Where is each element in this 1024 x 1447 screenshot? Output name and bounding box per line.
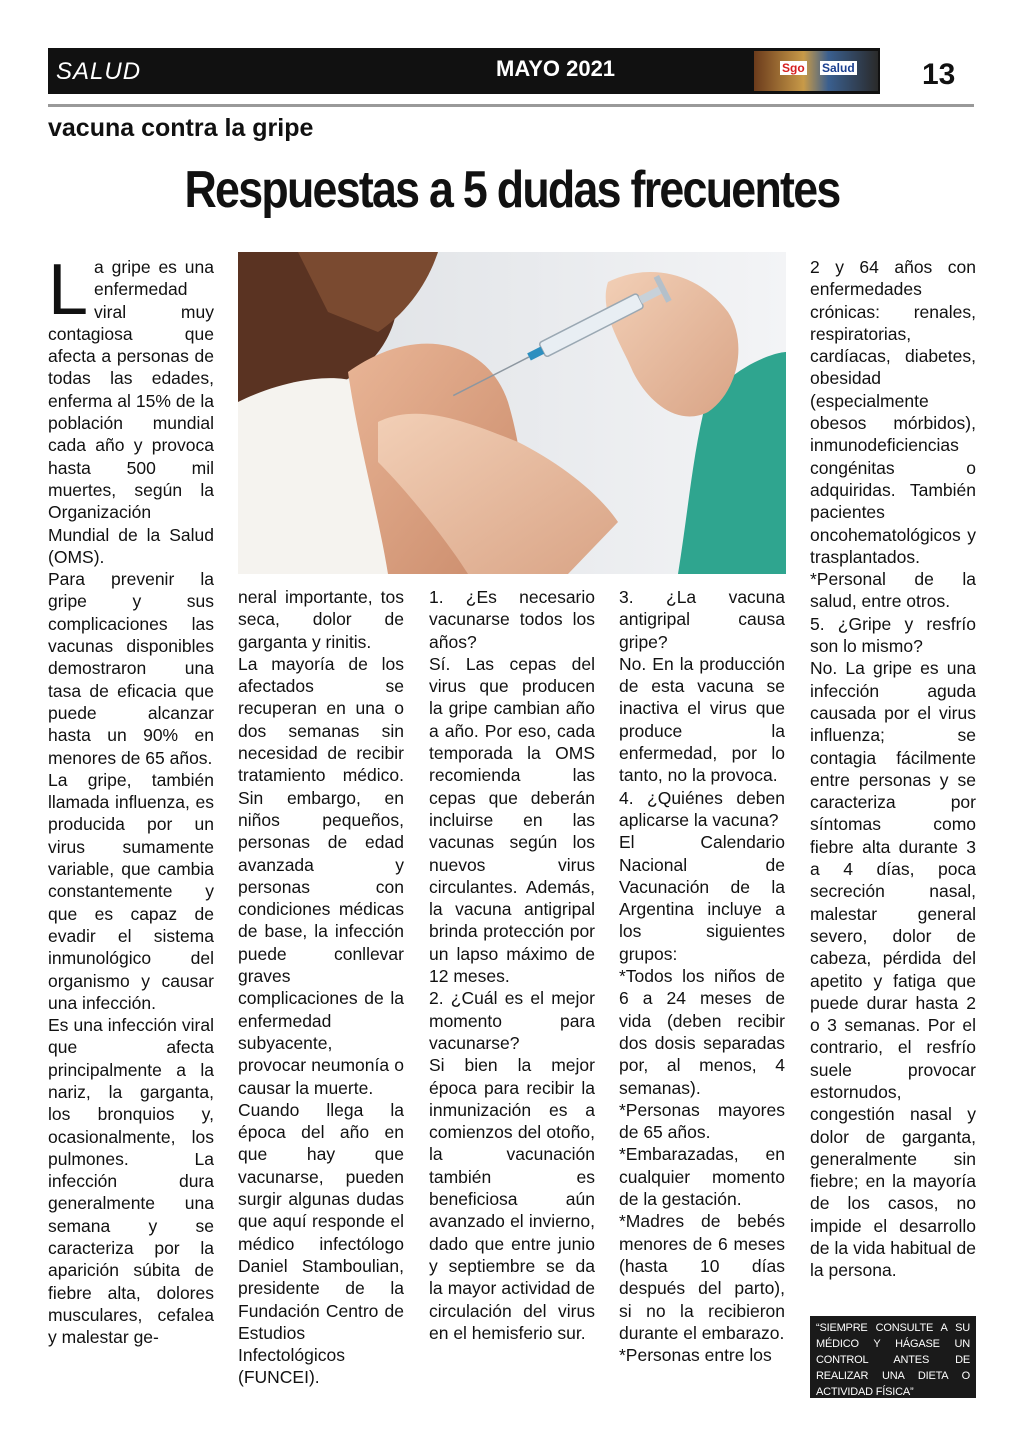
section-label: SALUD [56,58,142,85]
col2-para-1: neral importante, tos seca, dolor de garganta y rinitis. [238,587,404,652]
answer-1: Sí. Las cepas del virus que producen la gripe cambian año a año. Por eso, cada temporada la OMS recomienda las cepas que deberán incluirse en las vacunas según los nuevos virus circulantes. Además, la vacuna antigripal brinda protección por un lapso máximo de 12 meses. [429,653,595,987]
question-3: 3. ¿La vacuna antigripal causa gripe? [619,587,785,652]
question-1: 1. ¿Es necesario vacunarse todos los años? [429,587,595,652]
group-elderly: *Personas mayores de 65 años. [619,1099,785,1143]
header-rule [48,104,974,107]
column-5 [810,256,976,1282]
answer-4-intro: El Calendario Nacional de Vacunación de la Argentina incluye a los siguientes grupos: [619,832,785,964]
col2-para-3: Cuando llega la época del año en que hay que vacunarse, pueden surgir algunas dudas que aquí responde el médico infectólogo Daniel Stamboulian, presidente de la Fundación Centro de Estudios Infectológicos (FUNCEI). [238,1099,404,1388]
sgo-salud-logo [754,51,878,91]
column-1 [48,250,214,1349]
group-health-staff: *Personal de la salud, entre otros. [810,569,976,612]
answer-3: No. En la producción de esta vacuna se inactiva el virus que produce la enfermedad, por lo tanto, no la provoca. [619,653,785,786]
question-4: 4. ¿Quiénes deben aplicarse la vacuna? [619,787,785,830]
col2-para-2: La mayoría de los afectados se recuperan en una o dos semanas sin necesidad de recibir tratamiento médico. Sin embargo, en niños pequeños, personas de edad avanzada y personas con condiciones médicas de base, la infección puede conllevar graves complicaciones de la enfermedad subyacente, provocar neumonía o causar la muerte. [238,653,404,1098]
col1-para-2: Para prevenir la gripe y sus complicaciones las vacunas disponibles demostraron una tasa de eficacia que puede alcanzar hasta un 90% en menores de 65 años. [48,569,214,768]
column-3 [429,586,595,1344]
group-mothers: *Madres de bebés menores de 6 meses (hasta 10 días después del parto), si no la recibieron durante el embarazo. [619,1211,785,1343]
column-4 [619,586,785,1366]
answer-2: Si bien la mejor época para recibir la inmunización es a comienzos del otoño, la vacunación también es beneficiosa aún avanzado el invierno, dado que entre junio y septiembre se da la mayor actividad de circulación del virus en el hemisferio sur. [429,1055,595,1343]
group-children: *Todos los niños de 6 a 24 meses de vida (deben recibir dos dosis separadas por, al menos, 4 semanas). [619,966,785,1098]
drop-cap: L [48,250,89,330]
page-number: 13 [922,58,956,91]
group-chronic-start: *Personas entre los [619,1345,772,1366]
question-2: 2. ¿Cuál es el mejor momento para vacunarse? [429,988,595,1053]
col1-para-1: a gripe es una enfermedad viral muy contagiosa que afecta a personas de todas las edades, enferma al 15% de la población mundial cada año y provoca hasta 500 mil muertes, según la Organización Mundial de la Salud (OMS). [48,257,214,567]
group-chronic-cont: 2 y 64 años con enfermedades crónicas: renales, respiratorias, cardíacas, diabetes, obesidad (especialmente obesos mórbidos), inmunodeficiencias congénitas o adquiridas. También pacientes oncohematológicos y trasplantados. [810,257,976,567]
logo-text-left: Sgo [782,61,805,75]
article-headline: Respuestas a 5 dudas frecuentes [184,161,840,219]
question-5: 5. ¿Gripe y resfrío son lo mismo? [810,613,976,657]
article-kicker: vacuna contra la gripe [48,114,314,142]
issue-date: MAYO 2021 [496,56,616,81]
col1-para-3: La gripe, también llamada influenza, es producida por un virus sumamente variable, que cambia constantemente y que es capaz de evadir el sistema inmunológico del organismo y causar una infección. [48,769,214,1013]
group-pregnant: *Embarazadas, en cualquier momento de la gestación. [619,1144,785,1210]
advice-quote-box: “SIEMPRE CONSULTE A SU MÉDICO Y HÁGASE UN CONTROL ANTES DE REALIZAR UNA DIETA O ACTIVIDAD FÍSICA” [810,1316,976,1398]
header-bar [48,48,974,94]
answer-5: No. La gripe es una infección aguda causada por el virus influenza; se contagia fácilmente entre personas y se caracteriza por síntomas como fiebre alta durante 3 a 4 días, poca secreción nasal, malestar general severo, dolor de cabeza, pérdida del apetito y fatiga que puede durar hasta 2 o 3 semanas. Por el contrario, el resfrío suele provocar estornudos, congestión nasal y dolor de garganta, generalmente sin fiebre; en la mayoría de los casos, no impide el desarrollo de la vida habitual de la persona. [810,658,976,1281]
col1-para-4: Es una infección viral que afecta principalmente a la nariz, la garganta, los bronquios y, ocasionalmente, los pulmones. La infección dura generalmente una semana y se caracteriza por la aparición súbita de fiebre alta, dolores musculares, cefalea y malestar ge- [48,1015,214,1348]
logo-text-right: Salud [822,61,855,75]
column-2 [238,586,404,1389]
vaccination-photo [238,252,786,574]
